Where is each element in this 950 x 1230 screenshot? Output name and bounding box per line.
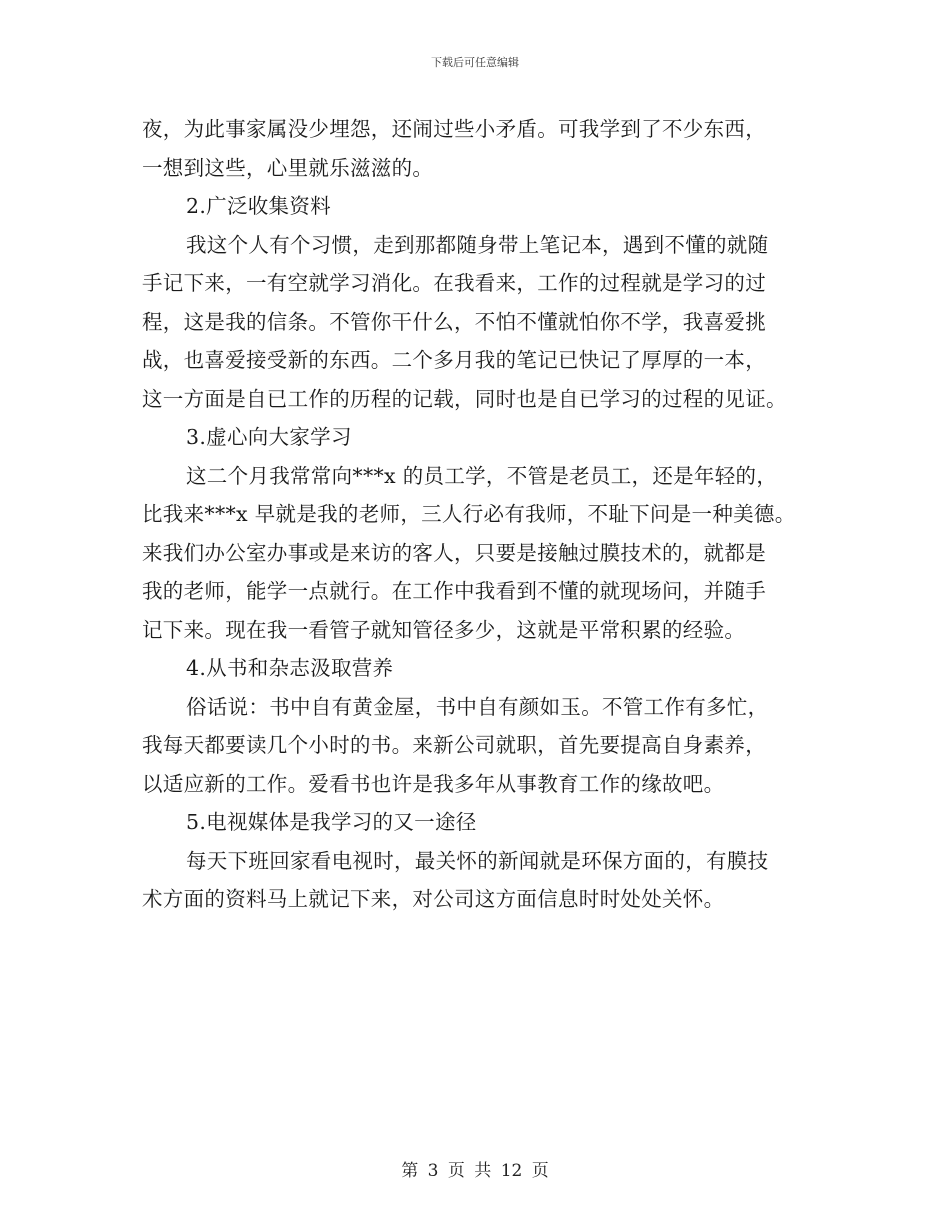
section-heading: 3.虚心向大家学习: [186, 425, 352, 449]
text-line: 我每天都要读几个小时的书。来新公司就职，首先要提高自身素养，: [142, 733, 766, 757]
text-line: 夜，为此事家属没少埋怨，还闹过些小矛盾。可我学到了不少东西，: [142, 117, 766, 141]
section-heading: 5.电视媒体是我学习的又一途径: [186, 810, 477, 834]
page-header: 下载后可任意编辑: [431, 56, 519, 69]
page-number-footer: 第 3 页 共 12 页: [401, 1161, 549, 1181]
text-line: 每天下班回家看电视时，最关怀的新闻就是环保方面的，有膜技: [186, 848, 769, 873]
section-heading: 4.从书和杂志汲取营养: [186, 656, 394, 680]
text-line: 以适应新的工作。爱看书也许是我多年从事教育工作的缘故吧。: [142, 771, 725, 796]
text-line: 来我们办公室办事或是来访的客人，只要是接触过膜技术的，就都是: [142, 540, 766, 565]
text-line: 术方面的资料马上就记下来，对公司这方面信息时时处处关怀。: [142, 887, 725, 911]
text-line: 我这个人有个习惯，走到那都随身带上笔记本，遇到不懂的就随: [186, 232, 769, 257]
text-line: 手记下来，一有空就学习消化。在我看来，工作的过程就是学习的过: [142, 271, 766, 295]
text-line: 程，这是我的信条。不管你干什么，不怕不懂就怕你不学，我喜爱挑: [142, 309, 766, 334]
section-heading: 2.广泛收集资料: [186, 194, 331, 218]
text-line: 这一方面是自已工作的历程的记载，同时也是自已学习的过程的见证。: [142, 386, 787, 411]
text-line: 记下来。现在我一看管子就知管径多少，这就是平常积累的经验。: [142, 617, 746, 642]
text-line: 比我来***x 早就是我的老师，三人行必有我师，不耻下问是一种美德。: [142, 502, 796, 526]
text-line: 战，也喜爱接受新的东西。二个多月我的笔记已快记了厚厚的一本，: [142, 348, 766, 372]
text-line: 一想到这些，心里就乐滋滋的。: [142, 155, 434, 180]
document-body: [142, 110, 822, 919]
text-line: 我的老师，能学一点就行。在工作中我看到不懂的就现场问，并随手: [142, 579, 766, 603]
text-line: 俗话说：书中自有黄金屋，书中自有颜如玉。不管工作有多忙，: [186, 694, 769, 719]
text-line: 这二个月我常常向***x 的员工学，不管是老员工，还是年轻的，: [186, 463, 778, 488]
